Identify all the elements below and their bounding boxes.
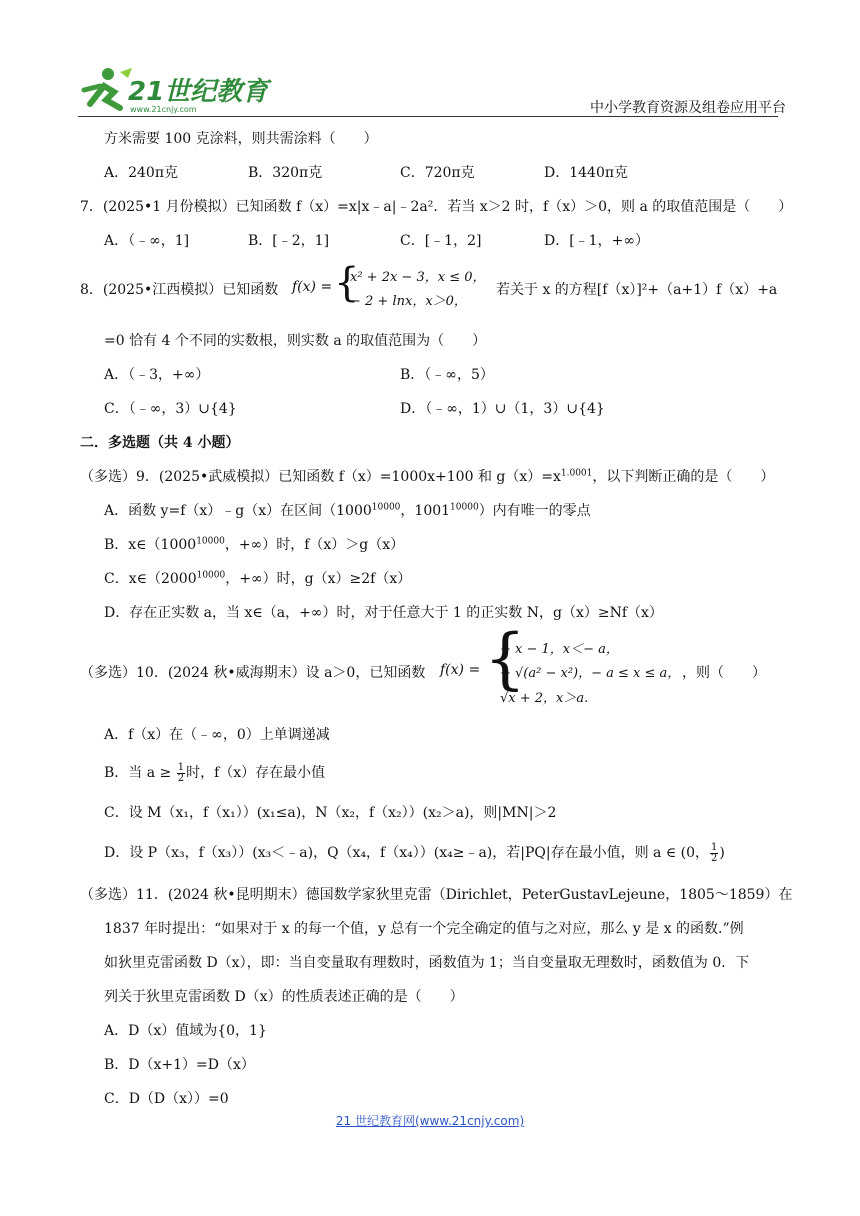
q8-option-b: B．（﹣∞，5） <box>400 367 494 383</box>
q8-option-d: D．（﹣∞，1）∪（1，3）∪{4} <box>400 401 605 417</box>
q8-fx: f(x) = <box>292 279 333 295</box>
q8-prefix: 8．(2025•江西模拟）已知函数 <box>80 282 279 298</box>
q10-option-d: D．设 P（x₃，f（x₃））(x₃＜﹣a)，Q（x₄，f（x₄））(x₄≥﹣a)，若|PQ|存在最小值，则 a ∈ (0， $\frac{1}{2}$ ) <box>104 841 725 864</box>
q11-line4: 列关于狄里克雷函数 D（x）的性质表述正确的是（ ） <box>104 989 464 1005</box>
q10-piece3: √x + 2，x＞a. <box>500 691 589 706</box>
q8-piece1: x² + 2x − 3，x ≤ 0， <box>350 270 486 285</box>
q11-line3: 如狄里克雷函数 D（x），即：当自变量取有理数时，函数值为 1；当自变量取无理数时，函数值为 0．下 <box>104 955 750 971</box>
q8-line2: =0 恰有 4 个不同的实数根，则实数 a 的取值范围为（ ） <box>104 333 487 349</box>
q10-piece2: − √(a² − x²)，− a ≤ x ≤ a， <box>500 666 681 681</box>
footer-link[interactable]: 21 世纪教育网(www.21cnjy.com) <box>335 1114 525 1128</box>
q7-option-c: C．[﹣1，2] <box>400 233 482 249</box>
q8-brace: { <box>334 260 360 306</box>
q11-option-a: A．D（x）值域为{0，1} <box>104 1023 267 1039</box>
q6-option-b: B．320π克 <box>248 165 323 181</box>
q8-piece2: − 2 + lnx，x＞0， <box>350 294 467 309</box>
q10-tail: ，则（ ） <box>682 665 766 681</box>
q9-option-c: C．$x\in(2000^{10000}$，+∞）时，g（x）≥2f（x） <box>104 570 412 587</box>
q10-option-b: B．当 a ≥ $\frac{1}{2}$ 时，f（x）存在最小值 <box>104 761 326 784</box>
q6-option-a: A．240π克 <box>104 165 179 181</box>
q7-option-a: A．（﹣∞，1] <box>104 233 190 249</box>
runner-logo-icon <box>80 64 269 116</box>
q11-line2: 1837 年时提出：“如果对于 x 的每一个值，y 总有一个完全确定的值与之对应，那么 y 是 x 的函数.”例 <box>104 921 744 937</box>
q6-option-c: C．720π克 <box>400 165 475 181</box>
q8-option-c: C．（﹣∞，3）∪{4} <box>104 401 237 417</box>
q11-option-b: B．D（x+1）=D（x） <box>104 1057 255 1073</box>
q9-option-d: D．存在正实数 a，当 x∈（a，+∞）时，对于任意大于 1 的正实数 N，g（x）≥Nf（x） <box>104 605 663 621</box>
q10-stem: （多选）10．(2024 秋•威海期末）设 a＞0，已知函数 <box>80 665 426 681</box>
q7-stem: 7．(2025•1 月份模拟）已知函数 f（x）=x|x﹣a|﹣2a²．若当 x＞2 时，f（x）＞0，则 a 的取值范围是（ ） <box>80 199 793 215</box>
q11-option-c: C．D（D（x））=0 <box>104 1091 229 1107</box>
q6-option-d: D．1440π克 <box>544 165 629 181</box>
q9-stem: （多选）9．(2025•武威模拟）已知函数 f（x）=1000x+100 和 $g(x)=x^{1.0001}$，以下判断正确的是（ ） <box>80 468 775 485</box>
q10-option-a: A．f（x）在（﹣∞，0）上单调递减 <box>104 727 330 743</box>
section-title: 二．多选题（共 4 小题） <box>80 435 240 451</box>
q7-option-d: D．[﹣1，+∞） <box>544 233 649 249</box>
q9-option-a: A．函数 y=f（x）﹣g（x）在区间（$1000^{10000}$，$1001^{10000}$）内有唯一的零点 <box>104 502 591 519</box>
q9-option-b: B．$x\in(1000^{10000}$，+∞）时，f（x）＞g（x） <box>104 536 405 553</box>
q8-option-a: A．（﹣3，+∞） <box>104 367 210 383</box>
q7-option-b: B．[﹣2，1] <box>248 233 330 249</box>
header-divider <box>78 116 778 117</box>
q6-continuation: 方米需要 100 克涂料，则共需涂料（ ） <box>104 131 378 147</box>
q10-brace: { <box>484 620 526 697</box>
logo <box>80 64 269 120</box>
platform-title: 中小学教育资源及组卷应用平台 <box>590 100 786 116</box>
q10-option-c: C．设 M（x₁，f（x₁））(x₁≤a)，N（x₂，f（x₂））(x₂＞a)，则|MN|＞2 <box>104 805 557 821</box>
q10-fx: f(x) = <box>440 662 481 678</box>
logo-url: www.21cnjy.com <box>130 105 197 114</box>
q10-piece1: − x − 1，x＜− a， <box>500 642 619 657</box>
q11-line1: （多选）11．(2024 秋•昆明期末）德国数学家狄里克雷（Dirichlet，PeterGustavLejeune，1805～1859）在 <box>80 887 793 903</box>
q8-after: 若关于 x 的方程[f（x）]²+（a+1）f（x）+a <box>496 282 778 298</box>
logo-text: 21世纪教育 <box>128 77 269 107</box>
